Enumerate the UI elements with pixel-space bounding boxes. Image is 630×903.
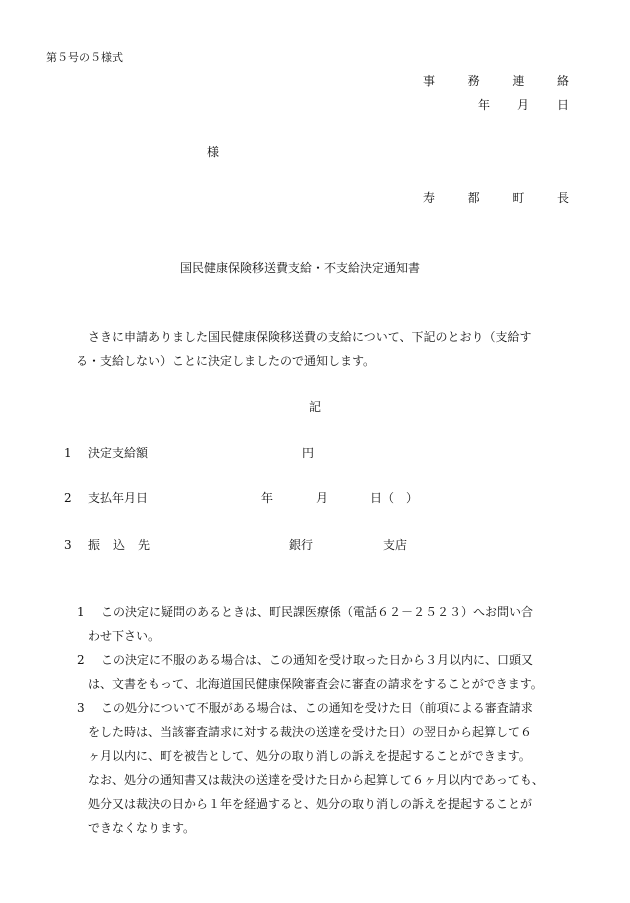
- note-line: ヶ月以内に、町を被告として、処分の取り消しの訴えを提起することができます。: [88, 749, 531, 763]
- transfer-label-char: 込: [112, 538, 125, 552]
- sender-char: 長: [556, 191, 569, 205]
- note-number: 1: [77, 605, 85, 619]
- document-type-heading: [423, 75, 569, 87]
- intro-line: さきに申請ありました国民健康保険移送費の支給について、下記のとおり（支給す: [88, 330, 532, 344]
- note-line: この決定に不服のある場合は、この通知を受け取った日から３月以内に、口頭又: [101, 653, 534, 667]
- intro-line: る・支給しない）ことに決定しましたので通知します。: [76, 354, 376, 368]
- doc-type-char: 絡: [556, 74, 569, 88]
- note-line: この処分について不服がある場合は、この通知を受けた日（前項による審査請求: [101, 701, 533, 715]
- note-number: 3: [77, 701, 85, 715]
- date-year: 年: [478, 98, 491, 112]
- item-number: 1: [64, 446, 72, 460]
- branch-unit: 支店: [383, 538, 408, 552]
- payment-day: 日（ ）: [370, 491, 419, 505]
- item-number: 3: [64, 538, 72, 552]
- payment-year: 年: [261, 491, 274, 505]
- note-line: わせ下さい。: [88, 629, 161, 643]
- note-number: 2: [77, 653, 85, 667]
- ki-heading: 記: [309, 400, 322, 414]
- form-number: 第５号の５様式: [46, 51, 123, 64]
- payment-month: 月: [316, 491, 329, 505]
- note-line: なお、処分の通知書又は裁決の送達を受けた日から起算して６ヶ月以内であっても、: [88, 773, 544, 787]
- sender-heading: [423, 192, 569, 204]
- doc-type-char: 務: [467, 74, 480, 88]
- note-line: は、文書をもって、北海道国民健康保険審査会に審査の請求をすることができます。: [88, 677, 543, 691]
- note-line: この決定に疑問のあるときは、町民課医療係（電話６２－２５２３）へお問い合: [101, 605, 534, 619]
- bank-unit: 銀行: [289, 538, 314, 552]
- transfer-label-char: 先: [137, 538, 150, 552]
- note-line: できなくなります。: [88, 821, 196, 835]
- transfer-label: [88, 539, 150, 551]
- amount-unit: 円: [302, 446, 315, 460]
- doc-type-char: 事: [423, 74, 436, 88]
- note-line: をした時は、当該審査請求に対する裁決の送達を受けた日）の翌日から起算して６: [88, 725, 533, 739]
- transfer-label-char: 振: [88, 538, 101, 552]
- date-day: 日: [557, 98, 570, 112]
- payment-date-label: 支払年月日: [88, 491, 149, 505]
- note-line: 処分又は裁決の日から１年を経過すると、処分の取り消しの訴えを提起することが: [88, 797, 533, 811]
- sender-char: 寿: [423, 191, 436, 205]
- recipient-honorific: 様: [207, 145, 220, 159]
- item-number: 2: [64, 491, 72, 505]
- date-month: 月: [517, 98, 530, 112]
- amount-label: 決定支給額: [88, 446, 149, 460]
- sender-char: 町: [512, 191, 525, 205]
- document-title: 国民健康保険移送費支給・不支給決定通知書: [180, 261, 421, 275]
- doc-type-char: 連: [512, 74, 525, 88]
- sender-char: 都: [467, 191, 480, 205]
